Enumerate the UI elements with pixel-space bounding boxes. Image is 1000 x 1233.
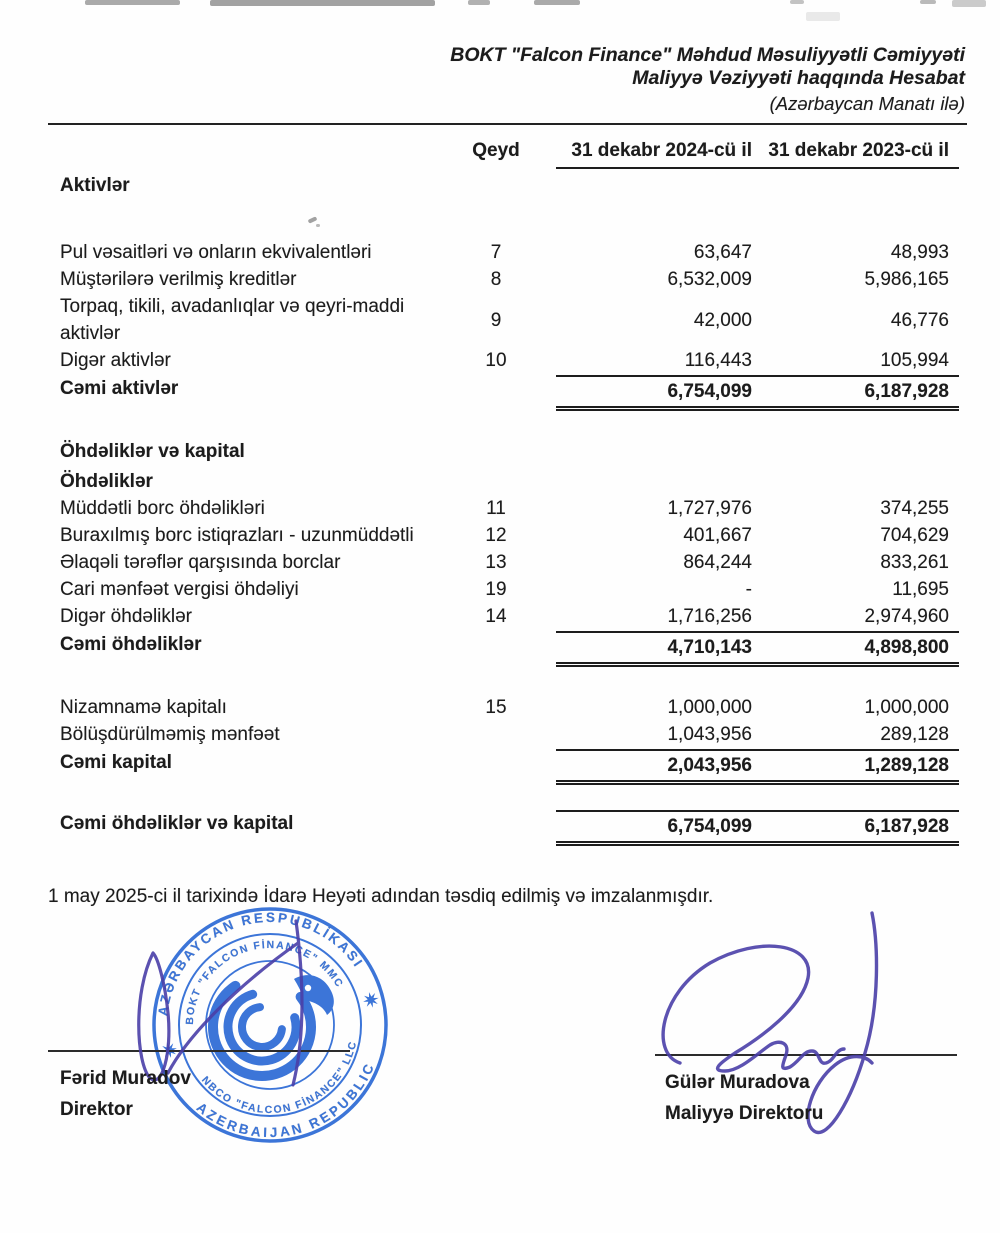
column-2024: 31 dekabr 2024-cü il (556, 137, 752, 169)
table-row: Əlaqəli tərəflər qarşısında borclar 13 864,244 833,261 (60, 552, 949, 573)
signature-director (126, 913, 386, 1153)
scan-artifact (468, 0, 490, 5)
scan-artifact (920, 0, 936, 4)
table-row: Nizamnamə kapitalı 15 1,000,000 1,000,000 (60, 697, 949, 718)
column-2023: 31 dekabr 2023-cü il (752, 137, 959, 169)
total-equity-row: Cəmi kapital 2,043,956 1,289,128 (48, 749, 967, 785)
stamp-outer-bottom-text: AZERBAIJAN REPUBLIC (193, 1059, 378, 1141)
stamp-outer-top-text: AZƏRBAYCAN RESPUBLİKASI (155, 909, 367, 1017)
signatory-name-left: Fərid Muradov (60, 1068, 191, 1089)
scan-artifact (316, 224, 320, 227)
column-note: Qeyd (472, 140, 520, 161)
stamp-inner-bottom-text: NBCO "FALCON FİNANCE" LLC (199, 1039, 360, 1117)
signatory-title-right: Maliyyə Direktoru (665, 1103, 824, 1124)
signature-area (48, 858, 965, 1233)
scan-artifact (534, 0, 580, 5)
table-row: Bölüşdürülməmiş mənfəət 1,043,956 289,128 (60, 724, 949, 745)
section-assets (48, 172, 967, 199)
financial-table (48, 137, 967, 846)
stamp-inner-top-text: BOKT "FALCON FİNANCE" MMC (183, 938, 346, 1026)
scan-artifact (790, 0, 804, 4)
table-row: Torpaq, tikili, avadanlıqlar və qeyri-maddi aktivlər 9 42,000 46,776 (60, 296, 949, 344)
section-liabilities-equity (48, 438, 967, 465)
table-row: Müştərilərə verilmiş kreditlər 8 6,532,009 5,986,165 (60, 269, 949, 290)
table-row: Pul vəsaitləri və onların ekvivalentləri 7 63,647 48,993 (60, 242, 949, 263)
section-label: Öhdəliklər və kapital (60, 441, 245, 462)
column-header-row (48, 137, 967, 169)
scan-artifact (85, 0, 180, 5)
document-header (48, 44, 965, 115)
table-row: Buraxılmış borc istiqrazları - uzunmüddətli 12 401,667 704,629 (60, 525, 949, 546)
table-row: Cari mənfəət vergisi öhdəliyi 19 - 11,695 (60, 579, 949, 600)
total-assets-row: Cəmi aktivlər 6,754,099 6,187,928 (48, 375, 967, 411)
section-liabilities (48, 468, 967, 495)
total-liabilities-row: Cəmi öhdəliklər 4,710,143 4,898,800 (48, 631, 967, 667)
signatory-title-left: Direktor (60, 1099, 133, 1120)
report-title: Maliyyə Vəziyyəti haqqında Hesabat (632, 67, 965, 89)
scan-artifact (210, 0, 435, 6)
currency-note: (Azərbaycan Manatı ilə) (769, 93, 965, 114)
total-liabilities-equity-row: Cəmi öhdəliklər və kapital 6,754,099 6,187,928 (48, 810, 967, 846)
section-label: Öhdəliklər (60, 471, 153, 492)
signatory-name-right: Gülər Muradova (665, 1072, 810, 1093)
scan-artifact (952, 0, 986, 7)
section-label: Aktivlər (60, 175, 130, 196)
company-title: BOKT "Falcon Finance" Məhdud Məsuliyyətli Cəmiyyəti (450, 44, 965, 66)
header-rule (48, 123, 967, 125)
table-row: Digər aktivlər 10 116,443 105,994 (60, 350, 949, 371)
table-row: Müddətli borc öhdəlikləri 11 1,727,976 374,255 (60, 498, 949, 519)
table-row: Digər öhdəliklər 14 1,716,256 2,974,960 (60, 606, 949, 627)
scan-artifact (806, 12, 840, 21)
approval-note: 1 may 2025-ci il tarixində İdarə Heyəti adından təsdiq edilmiş və imzalanmışdır. (48, 886, 714, 907)
